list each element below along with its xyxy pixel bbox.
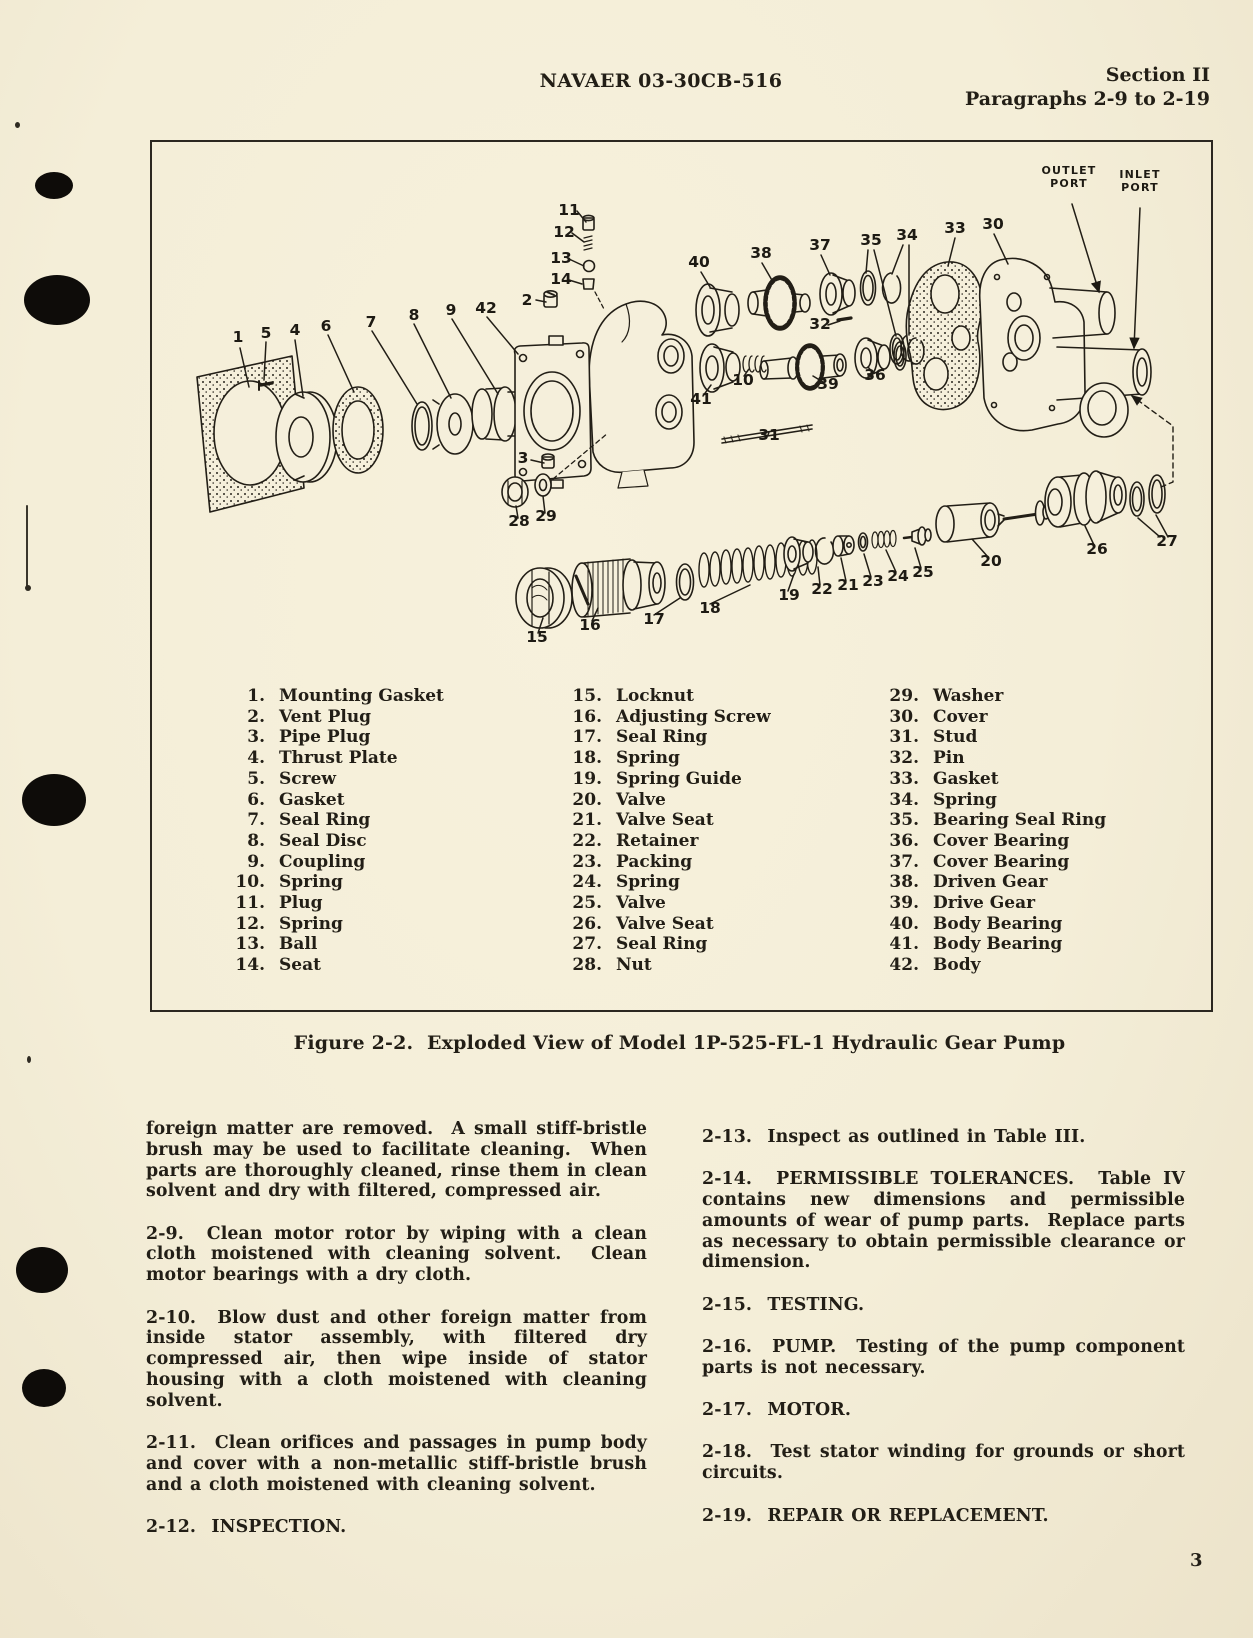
paragraph-range: Paragraphs 2-9 to 2-19 <box>965 88 1210 110</box>
figure-callout-22: 22 <box>811 580 833 598</box>
part-number: 5. <box>247 768 265 789</box>
parts-list-entry <box>207 810 444 831</box>
parts-list-entry <box>207 748 444 769</box>
binder-hole-mark <box>22 1369 66 1407</box>
part-number: 36. <box>889 830 919 851</box>
part-number: 21. <box>572 810 602 831</box>
part-name: Adjusting Screw <box>616 706 771 727</box>
body-paragraph: 2-13. Inspect as outlined in Table III. <box>702 1127 1086 1147</box>
part-number: 41. <box>889 934 919 955</box>
figure-callout-20: 20 <box>980 552 1002 570</box>
figure-2-2-box <box>150 140 1213 1012</box>
parts-list-entry <box>207 769 444 790</box>
figure-callout-5: 5 <box>260 324 272 342</box>
body-paragraph: 2-15. TESTING. <box>702 1294 865 1315</box>
part-number: 17. <box>572 727 602 748</box>
body-paragraph: 2-17. MOTOR. <box>702 1400 851 1421</box>
figure-callout-29: 29 <box>535 507 557 525</box>
figure-callout-36: 36 <box>864 366 886 384</box>
parts-list-entry <box>540 914 771 935</box>
inlet-port-label-line: PORT <box>1121 181 1159 194</box>
figure-callout-11: 11 <box>558 201 580 219</box>
figure-callout-17: 17 <box>643 610 665 628</box>
part-number: 6. <box>247 789 265 810</box>
part-number: 37. <box>889 851 919 872</box>
body-paragraph: 2-19. REPAIR OR REPLACEMENT. <box>702 1505 1049 1526</box>
part-name: Drive Gear <box>933 893 1036 914</box>
inlet-port-label-line: INLET <box>1119 168 1161 181</box>
part-number: 9. <box>247 851 265 872</box>
figure-callout-31: 31 <box>758 426 780 444</box>
port-label-layer <box>1041 164 1160 194</box>
part-number: 7. <box>247 810 265 831</box>
parts-list-entry <box>540 727 771 748</box>
figure-callout-18: 18 <box>699 599 721 617</box>
parts-list-entry <box>857 893 1106 914</box>
binder-hole-mark <box>24 275 90 325</box>
part-name: Valve <box>616 893 666 914</box>
part-name: Spring <box>279 872 343 893</box>
scan-speck <box>15 122 20 128</box>
parts-list-column-1 <box>207 686 444 976</box>
part-name: Stud <box>933 727 978 748</box>
parts-list-entry <box>207 934 444 955</box>
part-name: Body <box>933 955 981 976</box>
outlet-port-label <box>1041 164 1096 190</box>
parts-list-entry <box>207 707 444 728</box>
outlet-port-label-line: PORT <box>1050 177 1088 190</box>
part-name: Ball <box>279 934 318 955</box>
parts-list-entry <box>540 955 771 976</box>
parts-list-entry <box>857 769 1106 790</box>
figure-callout-8: 8 <box>408 306 420 324</box>
part-name: Spring <box>933 789 997 810</box>
parts-list-entry <box>857 810 1106 831</box>
outlet-port-label-line: OUTLET <box>1041 164 1097 177</box>
figure-callout-19: 19 <box>778 586 800 604</box>
part-name: Washer <box>933 686 1004 706</box>
figure-callout-3: 3 <box>517 449 529 467</box>
scan-speck <box>27 1056 31 1063</box>
body-paragraph: 2-12. INSPECTION. <box>146 1516 347 1537</box>
binder-hole-mark <box>35 172 73 199</box>
parts-list-entry <box>857 686 1106 707</box>
body-paragraph: 2-9. Clean motor rotor by wiping with a clean cloth moistened with cleaning solvent. Clean motor bearings with a dry cloth. <box>146 1223 655 1286</box>
part-name: Plug <box>279 893 323 914</box>
part-number: 8. <box>247 830 265 851</box>
parts-list-entry <box>540 707 771 728</box>
body-paragraph: 2-14. PERMISSIBLE TOLERANCES. Table IV contains new dimensions and permissible amounts of wear of pump parts. Replace parts as necessary to obtain permissible clearance or dimension. <box>702 1169 1193 1273</box>
figure-callout-35: 35 <box>860 231 882 249</box>
figure-callout-27: 27 <box>1156 532 1178 550</box>
figure-callout-39: 39 <box>817 375 839 393</box>
figure-callout-24: 24 <box>887 567 909 585</box>
scan-scratch-mark <box>26 505 28 587</box>
figure-callout-40: 40 <box>688 253 710 271</box>
part-name: Spring <box>279 913 343 934</box>
part-number: 4. <box>247 748 265 769</box>
section-title: Section II <box>1105 64 1210 86</box>
part-number: 32. <box>889 748 919 769</box>
body-paragraph: 2-10. Blow dust and other foreign matter from inside stator assembly, with filtered dry compressed air, then wipe inside of stator housing with a cloth moistened with cleaning solvent. <box>146 1307 655 1411</box>
part-name: Seal Disc <box>279 830 367 851</box>
parts-list-entry <box>857 872 1106 893</box>
part-number: 19. <box>572 768 602 789</box>
scan-speck <box>25 585 31 591</box>
part-name: Cover Bearing <box>933 851 1070 872</box>
parts-list-entry <box>540 872 771 893</box>
parts-list-entry <box>207 727 444 748</box>
part-number: 3. <box>247 727 265 748</box>
parts-list-entry <box>857 852 1106 873</box>
document-number: NAVAER 03-30CB-516 <box>539 70 783 92</box>
part-name: Retainer <box>616 830 699 851</box>
figure-callout-28: 28 <box>508 512 530 530</box>
part-number: 31. <box>889 727 919 748</box>
part-number: 28. <box>572 955 602 976</box>
figure-callout-34: 34 <box>896 226 918 244</box>
parts-list-entry <box>857 934 1106 955</box>
part-name: Valve Seat <box>616 810 714 831</box>
part-number: 22. <box>572 830 602 851</box>
parts-list-entry <box>540 810 771 831</box>
body-paragraph: 2-16. PUMP. Testing of the pump component parts is not necessary. <box>702 1337 1193 1378</box>
part-number: 25. <box>572 893 602 914</box>
parts-list-entry <box>540 852 771 873</box>
body-paragraph: 2-11. Clean orifices and passages in pump body and cover with a non-metallic stiff-bristle brush and a cloth moistened with cleaning solvent. <box>146 1433 655 1495</box>
part-name: Driven Gear <box>933 872 1048 893</box>
part-name: Locknut <box>616 686 694 706</box>
part-name: Gasket <box>279 789 345 810</box>
part-number: 15. <box>572 686 602 706</box>
page-number: 3 <box>1190 1550 1203 1571</box>
part-number: 13. <box>235 934 265 955</box>
parts-list-entry <box>540 790 771 811</box>
figure-caption: Figure 2-2. Exploded View of Model 1P-525-FL-1 Hydraulic Gear Pump <box>293 1032 1066 1054</box>
parts-list-column-2 <box>540 686 771 976</box>
parts-list-entry <box>540 686 771 707</box>
parts-list-entry <box>207 790 444 811</box>
part-name: Mounting Gasket <box>279 686 444 706</box>
figure-callout-15: 15 <box>526 628 548 646</box>
parts-list-entry <box>540 769 771 790</box>
figure-callout-10: 10 <box>732 371 754 389</box>
body-paragraph: 2-18. Test stator winding for grounds or short circuits. <box>702 1442 1193 1484</box>
parts-list-entry <box>207 686 444 707</box>
part-number: 14. <box>235 955 265 976</box>
figure-callout-30: 30 <box>982 215 1004 233</box>
parts-list-entry <box>857 790 1106 811</box>
part-name: Cover Bearing <box>933 830 1070 851</box>
part-name: Seal Ring <box>279 810 371 831</box>
part-name: Body Bearing <box>933 913 1063 934</box>
part-number: 16. <box>572 706 602 727</box>
figure-callout-38: 38 <box>750 244 772 262</box>
parts-list-entry <box>207 831 444 852</box>
part-number: 20. <box>572 789 602 810</box>
part-number: 26. <box>572 913 602 934</box>
part-name: Body Bearing <box>933 934 1063 955</box>
parts-list-entry <box>857 727 1106 748</box>
binder-hole-mark <box>16 1247 68 1293</box>
parts-list-entry <box>857 748 1106 769</box>
figure-callout-25: 25 <box>912 563 934 581</box>
inlet-port-label <box>1119 168 1160 194</box>
parts-list-entry <box>207 893 444 914</box>
part-name: Coupling <box>279 851 366 872</box>
part-name: Spring <box>616 748 680 769</box>
part-name: Seat <box>279 955 321 976</box>
figure-callout-1: 1 <box>232 328 244 346</box>
figure-callout-16: 16 <box>579 616 601 634</box>
part-number: 30. <box>889 706 919 727</box>
part-name: Spring <box>616 872 680 893</box>
body-text-right-column <box>702 1127 1193 1548</box>
part-number: 42. <box>889 955 919 976</box>
parts-list-entry <box>207 955 444 976</box>
figure-callout-42: 42 <box>475 299 497 317</box>
part-number: 23. <box>572 851 602 872</box>
figure-callout-37: 37 <box>809 236 831 254</box>
figure-callout-12: 12 <box>553 223 575 241</box>
part-number: 29. <box>889 686 919 706</box>
parts-list-entry <box>857 707 1106 728</box>
part-number: 35. <box>889 810 919 831</box>
parts-list-entry <box>207 872 444 893</box>
figure-callout-4: 4 <box>289 321 301 339</box>
part-number: 18. <box>572 748 602 769</box>
part-number: 33. <box>889 768 919 789</box>
body-text-left-column <box>146 1119 655 1559</box>
parts-list-entry <box>540 934 771 955</box>
part-number: 1. <box>247 686 265 706</box>
parts-list-entry <box>857 955 1106 976</box>
figure-callout-14: 14 <box>550 270 572 288</box>
part-number: 27. <box>572 934 602 955</box>
part-name: Cover <box>933 706 988 727</box>
part-name: Packing <box>616 851 693 872</box>
part-name: Thrust Plate <box>279 748 398 769</box>
part-name: Nut <box>616 955 652 976</box>
part-number: 10. <box>235 872 265 893</box>
figure-callout-9: 9 <box>445 301 457 319</box>
binder-hole-mark <box>22 774 86 826</box>
parts-list-column-3 <box>857 686 1106 976</box>
part-name: Valve Seat <box>616 913 714 934</box>
parts-list-entry <box>857 914 1106 935</box>
part-name: Spring Guide <box>616 768 742 789</box>
part-name: Pin <box>933 748 965 769</box>
figure-callout-32: 32 <box>809 315 831 333</box>
part-name: Vent Plug <box>279 706 372 727</box>
figure-callout-26: 26 <box>1086 540 1108 558</box>
part-number: 12. <box>235 913 265 934</box>
parts-list-entry <box>207 852 444 873</box>
figure-callout-41: 41 <box>690 390 712 408</box>
figure-callout-21: 21 <box>837 576 859 594</box>
part-number: 40. <box>889 913 919 934</box>
section-header <box>965 63 1210 111</box>
part-number: 34. <box>889 789 919 810</box>
parts-list-entry <box>540 748 771 769</box>
parts-list-entry <box>540 893 771 914</box>
part-name: Screw <box>279 768 337 789</box>
parts-list-entry <box>857 831 1106 852</box>
figure-callout-13: 13 <box>550 249 572 267</box>
parts-list-entry <box>207 914 444 935</box>
part-name: Valve <box>616 789 666 810</box>
part-number: 39. <box>889 893 919 914</box>
parts-list-entry <box>540 831 771 852</box>
figure-callout-23: 23 <box>862 572 884 590</box>
part-number: 24. <box>572 872 602 893</box>
body-paragraph: foreign matter are removed. A small stiff-bristle brush may be used to facilitate cleaning. When parts are thoroughly cleaned, rinse them in clean solvent and dry with filtered, compressed air. <box>146 1119 655 1202</box>
part-name: Seal Ring <box>616 727 708 748</box>
figure-callout-2: 2 <box>521 291 533 309</box>
part-name: Gasket <box>933 768 999 789</box>
figure-callout-33: 33 <box>944 219 966 237</box>
part-number: 11. <box>235 893 265 914</box>
part-number: 2. <box>247 706 265 727</box>
part-number: 38. <box>889 872 919 893</box>
figure-callout-6: 6 <box>320 317 332 335</box>
part-name: Pipe Plug <box>279 727 371 748</box>
figure-callout-7: 7 <box>365 313 377 331</box>
part-name: Seal Ring <box>616 934 708 955</box>
part-name: Bearing Seal Ring <box>933 810 1107 831</box>
